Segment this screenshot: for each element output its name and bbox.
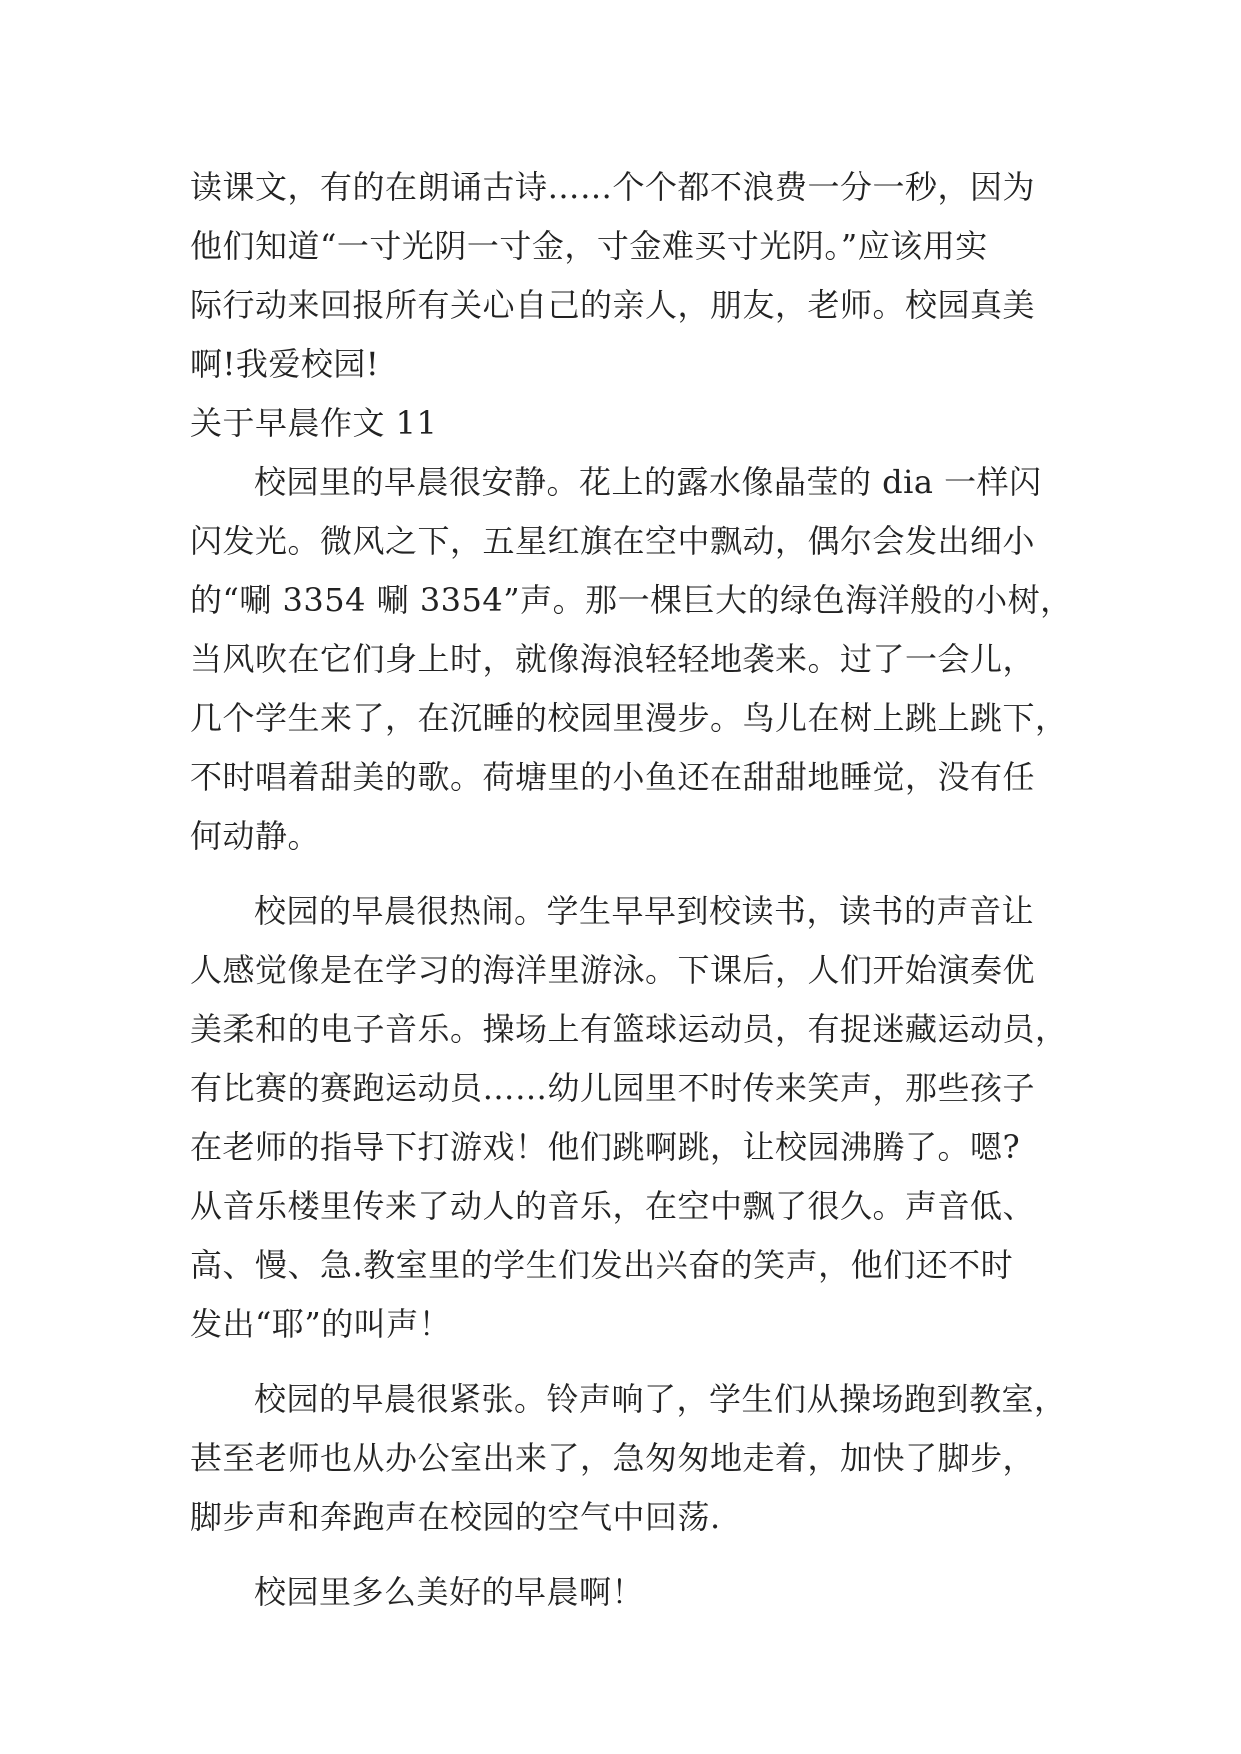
text-line: 有比赛的赛跑运动员……幼儿园里不时传来笑声，那些孩子 — [190, 1069, 1036, 1107]
text-line: 在老师的指导下打游戏！他们跳啊跳，让校园沸腾了。嗯? — [190, 1128, 1021, 1166]
text-line: 人感觉像是在学习的海洋里游泳。下课后，人们开始演奏优 — [190, 951, 1036, 989]
paragraph-lively-morning — [190, 882, 1068, 1354]
text-line: 发出“耶”的叫声！ — [190, 1305, 452, 1343]
text-line: 美柔和的电子音乐。操场上有篮球运动员，有捉迷藏运动员， — [190, 1010, 1068, 1048]
text-line: 甚至老师也从办公室出来了，急匆匆地走着，加快了脚步， — [190, 1439, 1036, 1477]
text-line: 校园里多么美好的早晨啊！ — [254, 1573, 645, 1611]
text-line: 的“唰 3354 唰 3354”声。那一棵巨大的绿色海洋般的小树， — [190, 581, 1073, 619]
text-line: 几个学生来了，在沉睡的校园里漫步。鸟儿在树上跳上跳下， — [190, 699, 1068, 737]
section-title: 关于早晨作文 11 — [190, 404, 438, 442]
paragraph-busy-morning — [190, 1370, 1067, 1547]
document-body — [190, 158, 1073, 1622]
text-line: 校园里的早晨很安静。花上的露水像晶莹的 dia 一样闪 — [254, 463, 1042, 501]
text-line: 当风吹在它们身上时，就像海浪轻轻地袭来。过了一会儿， — [190, 640, 1036, 678]
text-line: 校园的早晨很热闹。学生早早到校读书，读书的声音让 — [254, 892, 1035, 930]
text-line: 脚步声和奔跑声在校园的空气中回荡. — [190, 1498, 721, 1536]
intro-paragraph — [190, 158, 1060, 394]
paragraph-spacer — [190, 866, 1060, 882]
text-line: 校园的早晨很紧张。铃声响了，学生们从操场跑到教室， — [254, 1380, 1067, 1418]
text-line: 高、慢、急.教室里的学生们发出兴奋的笑声，他们还不时 — [190, 1246, 1014, 1284]
text-line: 啊!我爱校园! — [190, 345, 380, 383]
text-line: 从音乐楼里传来了动人的音乐，在空中飘了很久。声音低、 — [190, 1187, 1036, 1225]
text-line: 闪发光。微风之下，五星红旗在空中飘动，偶尔会发出细小 — [190, 522, 1036, 560]
text-line: 际行动来回报所有关心自己的亲人，朋友，老师。校园真美 — [190, 286, 1036, 324]
text-line: 他们知道“一寸光阴一寸金，寸金难买寸光阴。”应该用实 — [190, 227, 988, 265]
text-line: 读课文，有的在朗诵古诗……个个都不浪费一分一秒，因为 — [190, 168, 1036, 206]
paragraph-closing — [190, 1563, 1060, 1622]
paragraph-spacer — [190, 1354, 1060, 1370]
paragraph-spacer — [190, 1547, 1060, 1563]
paragraph-quiet-morning — [190, 453, 1073, 866]
text-line: 何动静。 — [190, 817, 321, 855]
text-line: 不时唱着甜美的歌。荷塘里的小鱼还在甜甜地睡觉，没有任 — [190, 758, 1036, 796]
